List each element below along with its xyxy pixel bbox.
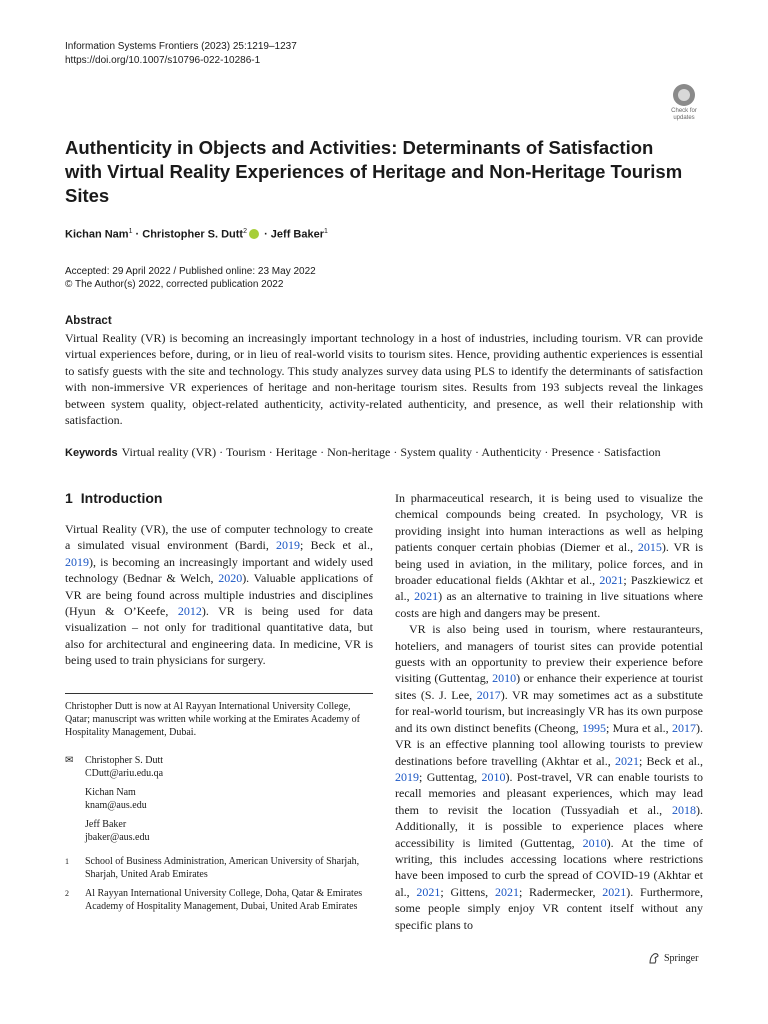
section-number: 1	[65, 490, 73, 506]
text-run: ; Guttentag,	[419, 769, 482, 784]
citation-link[interactable]: 2010	[582, 835, 607, 850]
citation-link[interactable]: 2010	[481, 769, 506, 784]
text-run: ). VR is an effective planning tool allowing tourists to preview destinations before travelling (Akhtar et al.,	[395, 720, 703, 768]
author-name[interactable]: Jeff Baker	[270, 228, 324, 241]
abstract-heading: Abstract	[65, 315, 112, 327]
author-separator: ·	[261, 228, 271, 241]
text-run: ; Gittens,	[440, 884, 495, 899]
badge-line-2: updates	[673, 115, 695, 121]
right-column	[395, 490, 703, 933]
text-run: ), is becoming an increasingly important and widely used technology (Bednar & Welch,	[65, 554, 373, 586]
text-run: ). VR may sometimes act as a substitute for real-world tourism, but increasingly VR has its own purpose and its own distinct benefits (Cheong,	[395, 687, 704, 735]
contact-email[interactable]: jbaker@aus.edu	[85, 832, 150, 843]
citation-link[interactable]: 2018	[672, 802, 696, 817]
affiliation-text: School of Business Administration, American University of Sharjah, Sharjah, United Arab Emirates	[85, 856, 360, 880]
contact-name: Christopher S. Dutt	[85, 755, 164, 766]
text-run: In pharmaceutical research, it is being used to visualize the chemical compounds being created. In psychology, VR is providing insight into human interactions as well as helping patients conquer certain phobias (Diemer et al.,	[395, 491, 703, 555]
section-title: Introduction	[80, 490, 163, 506]
citation-link[interactable]: 2015	[637, 540, 662, 555]
publication-dates	[65, 265, 316, 291]
citation-link[interactable]: 2021	[414, 589, 439, 604]
citation-link[interactable]: 2021	[602, 884, 627, 899]
citation-link[interactable]: 2021	[599, 573, 624, 588]
citation-link[interactable]: 2021	[614, 753, 639, 768]
citation-link[interactable]: 2010	[492, 671, 517, 686]
contact-email[interactable]: knam@aus.edu	[85, 800, 147, 811]
text-run: ). VR is being used for data visualization – not only for traditional quantitative data, but also for architectural and engineering data. In medicine, VR is being used to train physicians for surgery.	[65, 604, 373, 668]
contact-name: Kichan Nam	[85, 787, 136, 798]
journal-header	[65, 40, 297, 68]
text-run: Virtual Reality (VR), the use of computer technology to create a simulated visual environment (Bardi,	[65, 522, 373, 553]
badge-line-1: Check for	[671, 108, 697, 114]
paragraph	[395, 621, 703, 933]
contact-block	[65, 754, 373, 850]
contact-entry	[85, 754, 373, 780]
contact-email[interactable]: CDutt@ariu.edu.qa	[85, 768, 164, 779]
text-run: ). Post-travel, VR can enable tourists to recall memories and pleasant experiences, which may lead them to revisit the location (Tussyadiah et al.,	[395, 769, 704, 817]
affiliation-marker: 2	[243, 228, 248, 235]
citation-link[interactable]: 2019	[276, 538, 301, 553]
text-run: ). Additionally, it is possible to experience places where accessibility is limited (Guttentag,	[395, 802, 703, 850]
citation-link[interactable]: 2020	[218, 571, 243, 586]
citation-link[interactable]: 2017	[476, 687, 501, 702]
citation-link[interactable]: 1995	[582, 720, 606, 735]
text-run: ; Paszkiewicz et al.,	[395, 573, 703, 604]
text-run: ). VR is being used in aviation, in the military, police forces, and in broader educational fields (Akhtar et al.,	[395, 540, 703, 588]
citation-link[interactable]: 2021	[494, 884, 519, 899]
citation-link[interactable]: 2021	[416, 884, 441, 899]
affiliation-number: 2	[65, 889, 69, 898]
left-column	[65, 521, 373, 669]
text-run: ). At the time of writing, this includes accessing locations where restrictions have been imposed to curb the spread of COVID-19 (Akhtar et al.,	[395, 835, 703, 899]
journal-citation: Information Systems Frontiers (2023) 25:1219–1237	[65, 41, 297, 52]
citation-link[interactable]: 2019	[395, 769, 419, 784]
author-separator: ·	[132, 228, 143, 241]
publisher-logo	[648, 952, 698, 964]
text-run: ; Beck et al.,	[300, 538, 373, 553]
doi-link[interactable]: https://doi.org/10.1007/s10796-022-10286-1	[65, 55, 261, 66]
paragraph	[395, 490, 703, 621]
text-run: ; Beck et al.,	[638, 753, 703, 768]
affiliation-text: Al Rayyan International University College, Doha, Qatar & Emirates Academy of Hospitality Management, Dubai, United Arab Emirates	[85, 888, 363, 912]
publisher-name: Springer	[664, 952, 699, 964]
text-run: ; Mura et al.,	[606, 720, 672, 735]
abstract-text: Virtual Reality (VR) is becoming an increasingly important technology in a host of industries, including tourism. VR can provide virtual experiences before, during, or in lieu of real-world visits to tourism sites. Hence, providing authentic experiences is essential to satisfy guests with the site and technology. This study analyzes survey data using PLS to identify the determinants of satisfaction with non-immersive VR experiences of heritage and non-heritage tourism sites. Results from 193 subjects reveal the linkages between system quality, object-related authenticity, activity-related authenticity, and presence, as well their relationship with satisfaction.	[65, 331, 703, 428]
section-heading	[65, 490, 162, 506]
article-title: Authenticity in Objects and Activities: Determinants of Satisfaction with Virtual Reality Experiences of Heritage and Non-Heritage Tourism Sites	[65, 137, 683, 206]
footnote-rule	[65, 693, 373, 694]
affiliation	[65, 887, 373, 913]
author-name[interactable]: Christopher S. Dutt	[142, 228, 244, 241]
author-note: Christopher Dutt is now at Al Rayyan International University College, Qatar; manuscript was written while working at the Emirates Academy of Hospitality Management, Dubai.	[65, 701, 360, 738]
text-run: ; Radermecker,	[518, 884, 603, 899]
author-list	[65, 228, 328, 241]
check-for-updates-icon	[673, 84, 695, 106]
keywords-label: Keywords	[65, 447, 118, 459]
text-run: ) as an alternative to training in live situations where costs are high and dangers may be present.	[395, 589, 703, 620]
contact-entry	[85, 786, 373, 812]
accepted-published-line: Accepted: 29 April 2022 / Published online: 23 May 2022	[65, 266, 316, 277]
affiliation-marker: 1	[128, 228, 133, 235]
text-run: VR is also being used in tourism, where restauranteurs, hoteliers, and managers of tourist sites can provide potential guests with an opportunity to preview their experience before visiting (Guttentag,	[395, 622, 703, 686]
springer-horse-icon	[648, 952, 660, 964]
keywords	[65, 444, 725, 461]
affiliation	[65, 855, 373, 881]
affiliation-marker: 1	[324, 228, 328, 235]
contact-entry	[85, 818, 373, 844]
citation-link[interactable]: 2012	[177, 604, 202, 619]
paragraph	[65, 521, 373, 669]
check-for-updates-badge[interactable]	[664, 84, 704, 124]
author-name[interactable]: Kichan Nam	[65, 228, 129, 241]
envelope-icon: ✉	[65, 755, 74, 766]
orcid-icon[interactable]	[249, 229, 259, 239]
citation-link[interactable]: 2019	[65, 554, 89, 569]
affiliation-number: 1	[65, 857, 69, 866]
text-run: ). Valuable applications of VR are being found across multiple industries and disciplines (Hyun & O’Keefe,	[65, 571, 373, 619]
text-run: ) or enhance their experience at tourist sites (S. J. Lee,	[395, 671, 704, 702]
text-run: ). Furthermore, some people simply enjoy VR content itself without any specific plans to	[395, 884, 703, 932]
contact-name: Jeff Baker	[85, 819, 127, 830]
copyright-line: © The Author(s) 2022, corrected publication 2022	[65, 279, 284, 290]
citation-link[interactable]: 2017	[672, 720, 696, 735]
keywords-list: Virtual reality (VR) · Tourism · Heritage · Non-heritage · System quality · Authenticity · Presence · Satisfaction	[121, 445, 661, 459]
